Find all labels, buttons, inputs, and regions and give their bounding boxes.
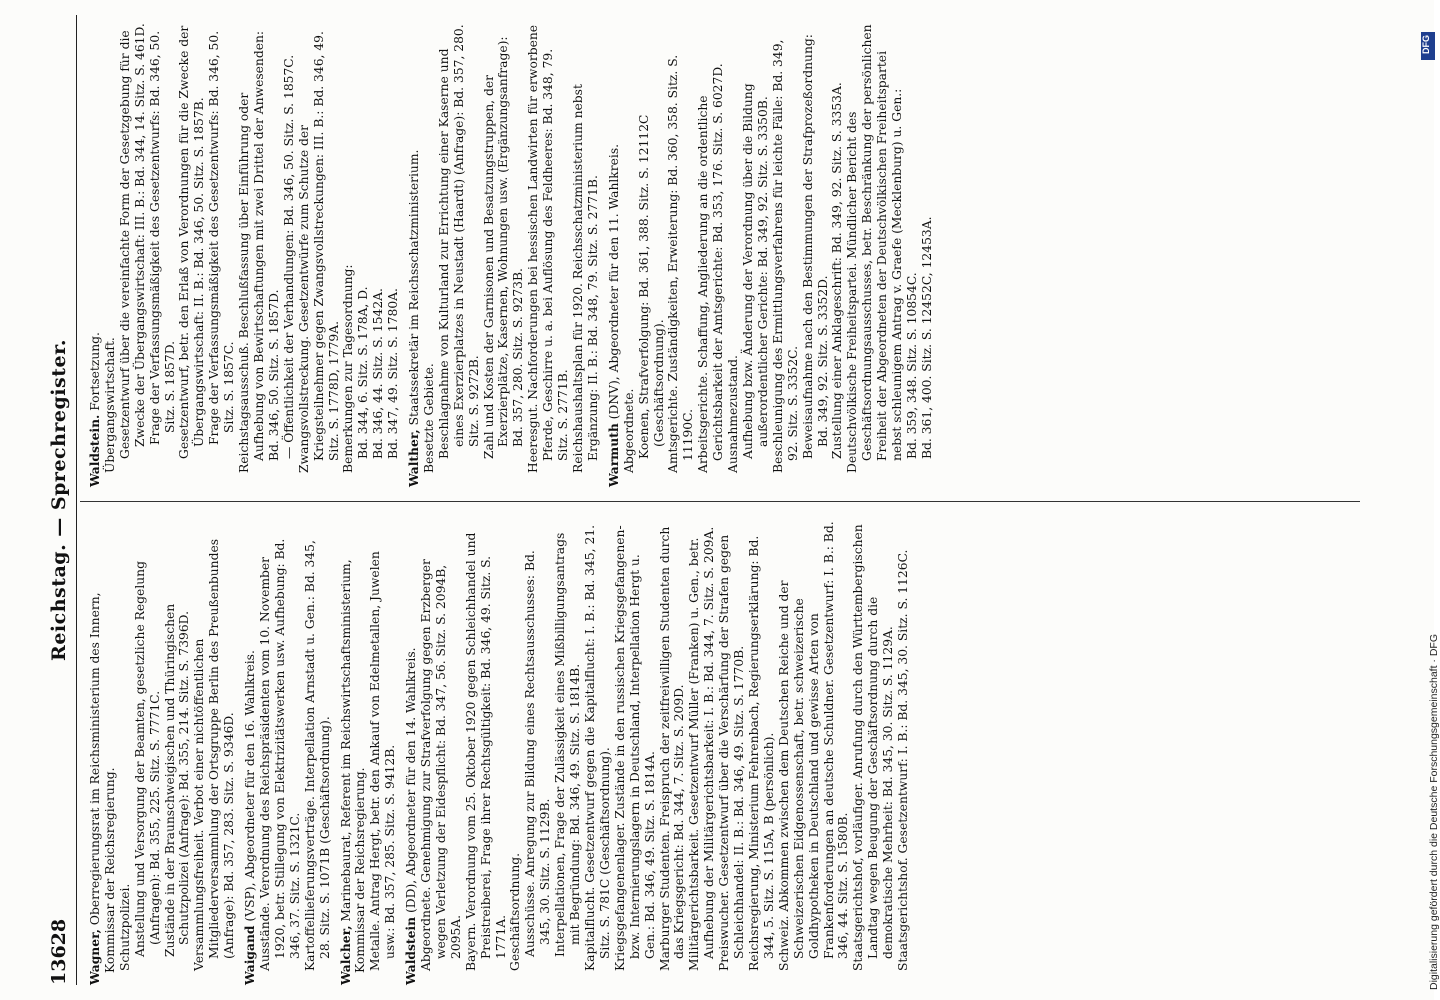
entry-subline: [523, 520, 553, 985]
entry-text: Zustände in der Braunschweigischen und Thüringischen Schutzpolizei (Anfrage): Bd. 355, 214. Sitz. S. 7396D.: [162, 603, 192, 957]
entry-text: Preiswucher. Gesetzentwurf über die Verschärfung der Strafen gegen Schleichhandel: II. B.: Bd. 346, 49. Sitz. S. 1770B.: [717, 534, 747, 971]
entry-subline: [386, 22, 401, 487]
entry-text: Beschlagnahme von Kulturland zur Errichtung einer Kaserne und eines Exerzierplatzes in Neustadt (Haardt) (Anfrage): Bd. 357, 280. Sitz. S. 9272B.: [436, 24, 481, 459]
entry-text: Beweisaufnahme nach den Bestimmungen der Strafprozeßordnung: Bd. 349, 92. Sitz. S. 3352D.: [800, 34, 830, 459]
entry-text: Heeresgut. Nachforderungen bei hessischen Landwirten für erworbene Pferde, Geschirre u. a. bei Auflösung des Feldheeres: Bd. 348, 79. Sitz. S. 2771B.: [526, 24, 571, 473]
entry-subline: [747, 520, 777, 985]
entry-text: Deutschvölkische Freiheitspartei. Mündlicher Bericht des Geschäftsordnungsausschusses, betr. Beschränkung der persönlichen Freiheit der Abgeordneten der Deutschvölkischen Freiheitspartei nebst schleunigem Antrag v. Graefe (Mecklenburg) u. Gen.:: [845, 24, 905, 473]
entry-text: Anstellung und Versorgung der Beamten, gesetzliche Regelung (Anfragen): Bd. 355, 225. Sitz. S. 7771C.: [132, 561, 162, 957]
entry-subline: [845, 22, 905, 487]
entry-subline: [622, 22, 637, 487]
entry-heading-line: [88, 520, 118, 985]
entry-text: Reichstagsausschuß. Beschlußfassung über Einführung oder Aufhebung von Bewirtschaftungen mit zwei Drittel der Anwesenden: Bd. 346, 50. Sitz. S. 1857D.: [237, 30, 281, 473]
entry-subline: [613, 520, 658, 985]
entry-subline: [163, 520, 193, 985]
rotated-page-content: [40, 15, 1370, 985]
entry-subline: [920, 22, 935, 487]
entry-subline: [637, 22, 667, 487]
entry-text: Reichsregierung, Ministerium Fehrenbach, Regierungserklärung: Bd. 344, 5. Sitz. S. 115A, B (persönlich).: [746, 535, 776, 971]
entry-subline: [419, 520, 464, 985]
entry-subline: [830, 22, 845, 487]
column-rule: [80, 501, 1360, 502]
register-entry: [404, 520, 911, 985]
entry-subline: [777, 520, 852, 985]
entry-subline: [341, 22, 356, 487]
entry-subline: [237, 22, 282, 487]
entry-subline: [658, 520, 688, 985]
entry-heading-line: [607, 22, 622, 487]
entry-subline: [118, 22, 148, 487]
entry-text: Amtsgerichte. Zuständigkeiten, Erweiterung: Bd. 360, 358. Sitz. S. 11190C.: [666, 54, 696, 473]
entry-subline: [896, 520, 911, 985]
entry-text: Interpellationen, Frage der Zulässigkeit eines Mißbilligungsantrags mit Begründung: Bd. 346, 49. Sitz. S. 1814B.: [553, 532, 583, 957]
entry-text: Bemerkungen zur Tagesordnung:: [341, 264, 356, 473]
page-title: Reichstag. — Sprechregister.: [48, 339, 70, 661]
entry-text: (DNV), Abgeordneter für den 11. Wahlkreis.: [606, 143, 621, 420]
entry-text: Staatssekretär im Reichsschatzministerium.: [407, 149, 422, 426]
entry-text: Kriegsgefangenenlager. Zustände in den russischen Kriegsgefangenen- bzw. Internierungslagern in Deutschland, Interpellation Hergt u. Gen.: Bd. 346, 49. Sitz. S. 1814A.: [612, 525, 657, 971]
entry-subline: [482, 22, 527, 487]
entry-subline: [666, 22, 696, 487]
speaker-name: Waigand: [242, 925, 258, 985]
entry-text: Zahl und Kosten der Garnisonen und Besatzungstruppen, der Exerzierplätze, Kasernen, Wohnungen usw. (Ergänzungsanfrage): Bd. 357, 280. Sitz. S. 9273B.: [481, 36, 526, 459]
register-entry: [88, 520, 237, 985]
entry-text: Arbeitsgerichte. Schaffung, Angliederung an die ordentliche Gerichtsbarkeit der Amtsgerichte: Bd. 353, 176. Sitz. S. 6027D.: [696, 63, 726, 473]
entry-text: Staatsgerichtshof, vorläufiger. Anrufung durch den Württembergischen Landtag wegen Beugung der Geschäftsordnung durch die demokratische Mehrheit: Bd. 345, 30. Sitz. S. 1129A.: [851, 524, 896, 971]
entry-text: Besetzte Gebiete.: [421, 363, 436, 473]
entry-heading-line: [88, 22, 103, 487]
entry-text: Bd. 359, 348. Sitz. S. 10854C.: [904, 272, 919, 459]
entry-text: Frage der Verfassungsmäßigkeit des Gesetzentwurfs: Bd. 346, 50. Sitz. S. 1857C.: [207, 30, 237, 445]
speaker-name: Walcher,: [337, 925, 353, 985]
entry-subline: [148, 22, 178, 487]
entry-text: Staatsgerichtshof. Gesetzentwurf: I. B.: Bd. 345, 30. Sitz. S. 1126C.: [896, 549, 911, 971]
entry-text: Bd. 347, 49. Sitz. S. 1780A.: [386, 288, 401, 459]
left-column: [88, 520, 1358, 985]
entry-subline: [207, 22, 237, 487]
entry-subline: [508, 520, 523, 985]
speaker-name: Waldstein.: [87, 414, 102, 487]
speaker-name: Waldstein: [403, 916, 419, 985]
right-column: [88, 22, 1358, 487]
entry-subline: [103, 22, 118, 487]
entry-subline: [371, 22, 386, 487]
entry-text: Oberregierungsrat im Reichsministerium des Innern, Kommissar der Reichsregierung.: [88, 592, 117, 973]
entry-text: Reichshaushaltsplan für 1920. Reichsschatzministerium nebst Ergänzung: II. B.: Bd. 348, 79. Sitz. S. 2771B.: [571, 84, 600, 473]
entry-subline: [905, 22, 920, 487]
entry-text: (DD), Abgeordneter für den 14. Wahlkreis.: [404, 647, 419, 914]
entry-subline: [356, 22, 371, 487]
register-entry: [607, 22, 935, 487]
page-number: 13628: [48, 918, 70, 985]
entry-subline: [571, 22, 601, 487]
entry-subline: [771, 22, 801, 487]
entry-subline: [282, 22, 297, 487]
entry-heading-line: [339, 520, 369, 985]
entry-text: Zwangsvollstreckung. Gesetzentwürfe zum Schutze der Kriegsteilnehmer gegen Zwangsvollstreckungen: III. B.: Bd. 346, 49. Sitz. S. 1778D, 1779A.: [296, 31, 341, 473]
entry-subline: [526, 22, 571, 487]
dfg-logo-text: DFG: [1421, 35, 1431, 54]
entry-text: Kapitalflucht. Gesetzentwurf gegen die Kapitalflucht: I. B.: Bd. 345, 21. Sitz. S. 781C (Geschäftsordnung).: [583, 524, 612, 971]
entry-subline: [177, 22, 207, 487]
entry-text: Beschleunigung des Ermittlungsverfahrens für leichte Fälle: Bd. 349, 92. Sitz. S. 3352C.: [770, 39, 800, 473]
entry-text: Frage der Verfassungsmäßigkeit des Gesetzentwurfs: Bd. 346, 50. Sitz. S. 1857D.: [147, 30, 177, 445]
entry-text: Ausnahmezustand.: [726, 355, 741, 473]
entry-subline: [583, 520, 613, 985]
entry-subline: [464, 520, 509, 985]
entry-text: Geschäftsordnung.: [508, 852, 523, 971]
entry-text: Zustellung einer Anklageschrift: Bd. 349, 92. Sitz. S. 3353A.: [830, 82, 845, 459]
entry-text: Abgeordnete.: [621, 388, 636, 473]
entry-subline: [726, 22, 741, 487]
register-entry: [88, 22, 401, 487]
entry-text: (VSP), Abgeordneter für den 16. Wahlkreis.: [243, 650, 258, 922]
register-entry: [339, 520, 399, 985]
entry-subline: [368, 520, 398, 985]
entry-subline: [553, 520, 583, 985]
entry-text: — Öffentlichkeit der Verhandlungen: Bd. 346, 50. Sitz. S. 1857C.: [281, 54, 296, 459]
running-header: [40, 15, 80, 985]
entry-text: Gesetzentwurf, betr. den Erlaß von Verordnungen für die Zwecke der Übergangswirtschaft: II. B.: Bd. 346, 50. Sitz. S. 1857B.: [177, 25, 207, 459]
entry-heading-line: [243, 520, 258, 985]
entry-text: Fortsetzung.: [88, 332, 102, 411]
entry-subline: [717, 520, 747, 985]
entry-subline: [303, 520, 333, 985]
entry-subline: [437, 22, 482, 487]
entry-text: Kartoffellieferungsverträge. Interpellation Arnstadt u. Gen.: Bd. 345, 28. Sitz. S. 1071B (Geschäftsordnung).: [302, 540, 332, 971]
entry-text: Militärgerichtsbarkeit. Gesetzentwurf Müller (Franken) u. Gen., betr. Aufhebung der Militärgerichtsbarkeit: I. B.: Bd. 344, 7. Sitz. S. 209A.: [687, 526, 717, 971]
entry-text: Metalle. Antrag Hergt, betr. den Ankauf von Edelmetallen, Juwelen usw.: Bd. 357, 285. Sitz. S. 9412B.: [368, 551, 398, 971]
entry-subline: [801, 22, 831, 487]
entry-text: Koenen, Strafverfolgung: Bd. 361, 388. Sitz. S. 12112C (Geschäftsordnung).: [636, 114, 666, 459]
entry-text: Marburger Studenten. Freispruch der zeitfreiwilligen Studenten durch das Kriegsgericht: Bd. 344, 7. Sitz. S. 209D.: [657, 526, 687, 971]
entry-text: Schutzpolizei.: [117, 883, 132, 971]
entry-text: Bd. 344, 6. Sitz. S. 178A, D.: [356, 286, 371, 459]
entry-subline: [133, 520, 163, 985]
speaker-name: Warmuth: [605, 423, 621, 487]
entry-text: Aufhebung bzw. Änderung der Verordnung über die Bildung außerordentlicher Gerichte: Bd. 349, 92. Sitz. S. 3350B.: [740, 83, 770, 459]
entry-text: Bd. 346, 44. Sitz. S. 1542A.: [371, 288, 386, 459]
entry-subline: [741, 22, 771, 487]
entry-subline: [192, 520, 237, 985]
entry-text: Versammlungsfreiheit. Verbot einer nichtöffentlichen Mitgliederversammlung der Ortsgruppe Berlin des Preußenbundes (Anfrage): Bd. 357, 283. Sitz. S. 9346D.: [192, 538, 237, 971]
entry-heading-line: [404, 520, 419, 985]
entry-text: Gesetzentwurf über die vereinfachte Form der Gesetzgebung für die Zwecke der Übergangswirtschaft: III. B.: Bd. 344, 14. Sitz. S. 461D.: [117, 23, 147, 459]
entry-text: Bayern. Verordnung vom 25. Oktober 1920 gegen Schleichhandel und Preistreiberei, Frage ihrer Rechtsgültigkeit: Bd. 346, 49. Sitz. S. 1771A.: [463, 532, 508, 971]
entry-text: Schweiz. Abkommen zwischen dem Deutschen Reiche und der Schweizerischen Eidgenossenschaft, betr. schweizerische Goldhypotheken in Deutschland und gewisse Arten von Frankenforderungen an deutsche Schuldner. Gesetzentwurf: I. B.: Bd. 346, 44. Sitz. S. 1580B.: [776, 521, 851, 971]
entry-text: Bd. 361, 400. Sitz. S. 12452C, 12453A.: [919, 216, 934, 459]
entry-text: Übergangswirtschaft.: [102, 337, 117, 473]
speaker-name: Wagner,: [87, 929, 102, 985]
entry-text: Ausschüsse. Anregung zur Bildung eines Rechtsausschusses: Bd. 345, 30. Sitz. S. 1129B.: [523, 550, 553, 957]
speaker-name: Walther,: [406, 429, 422, 487]
header-rule: [76, 15, 77, 985]
dfg-logo-icon: [1421, 32, 1435, 60]
entry-subline: [118, 520, 133, 985]
entry-text: Ausstände. Verordnung des Reichspräsidenten vom 10. November 1920, betr. Stillegung von Elektrizitätswerken usw. Aufhebung: Bd. 346, 37. Sitz. S. 1321C.: [257, 538, 302, 971]
entry-subline: [687, 520, 717, 985]
entry-subline: [258, 520, 303, 985]
entry-subline: [696, 22, 726, 487]
register-entry: [407, 22, 601, 487]
entry-subline: [297, 22, 342, 487]
entry-subline: [422, 22, 437, 487]
entry-text: Marinebaurat, Referent im Reichswirtschaftsministerium, Kommissar der Reichsregierung.: [338, 559, 368, 973]
entry-heading-line: [407, 22, 422, 487]
entry-text: Abgeordnete. Genehmigung zur Strafverfolgung gegen Erzberger wegen Verletzung der Eidespflicht: Bd. 347, 56. Sitz. S. 2094B, 2095A.: [419, 559, 463, 971]
entry-subline: [851, 520, 896, 985]
register-entry: [243, 520, 332, 985]
digitization-note: Digitalisierung gefördert durch die Deutsche Forschungsgemeinschaft · DFG: [1428, 633, 1440, 990]
